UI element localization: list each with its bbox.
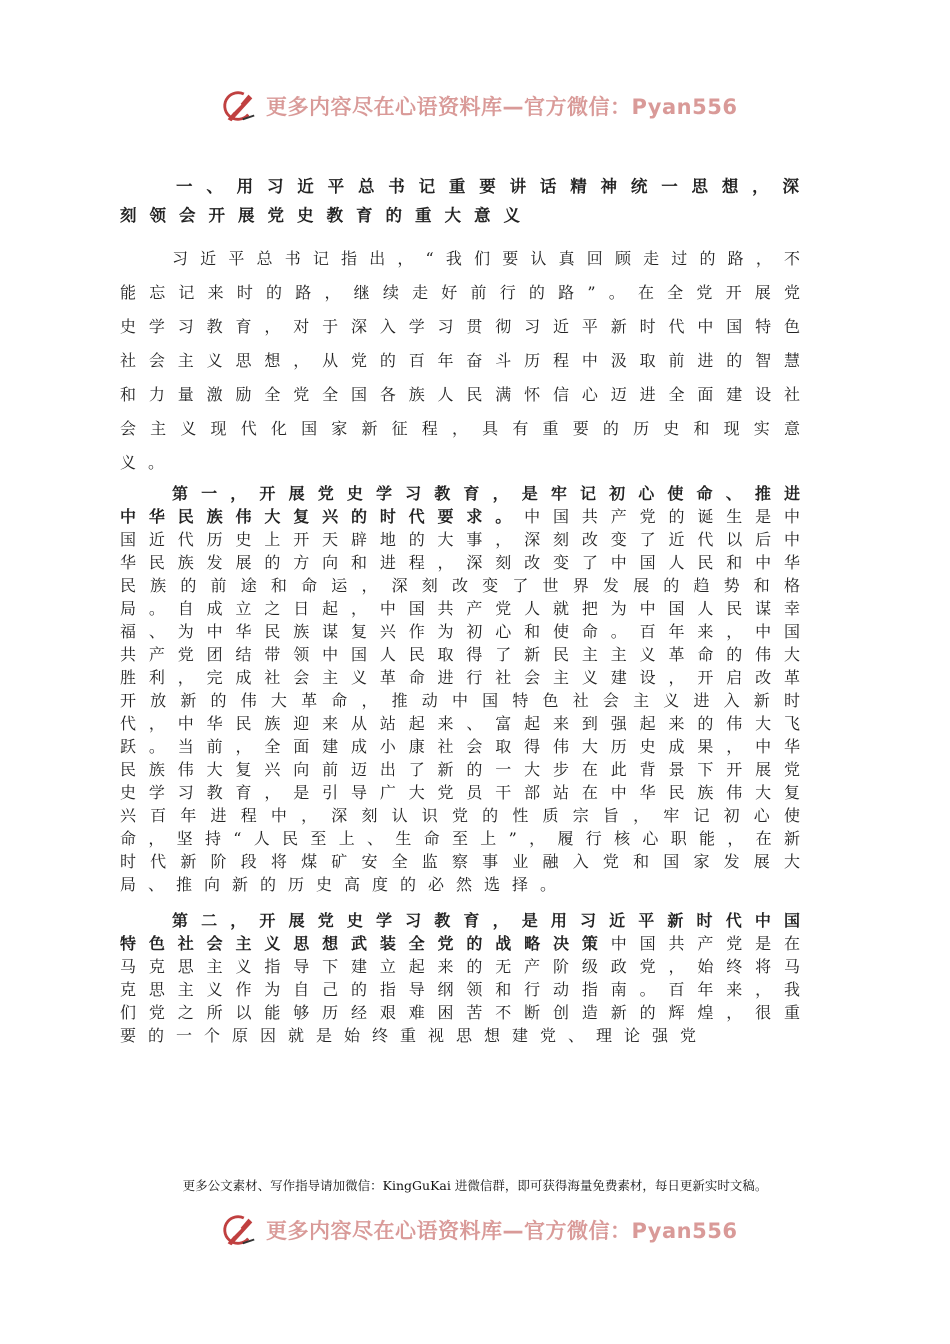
paragraph-second <box>120 909 812 1047</box>
section-heading: 一、用习近平总书记重要讲话精神统一思想，深刻领会开展党史教育的重大意义 <box>120 177 812 225</box>
top-watermark-banner <box>220 84 737 128</box>
paragraph-second-lead: 第二，开展党史学习教育，是用习近平新时代中国特色社会主义思想武装全党的战略决策 <box>120 911 812 953</box>
pen-nib-icon <box>220 1211 258 1249</box>
document-body <box>120 172 812 1162</box>
bottom-watermark-banner <box>220 1208 737 1252</box>
watermark-text: 更多内容尽在心语资料库—官方微信：Pyan556 <box>266 1219 738 1243</box>
pen-nib-icon <box>220 87 258 125</box>
watermark-text: 更多内容尽在心语资料库—官方微信：Pyan556 <box>266 95 738 119</box>
footer-note: 更多公文素材、写作指导请加微信：KingGuKai 进微信群，即可获得海量免费素材，每日更新实时文稿。 <box>182 1178 768 1193</box>
paragraph-first-lead: 第一，开展党史学习教育，是牢记初心使命、推进中华民族伟大复兴的时代要求。 <box>120 484 812 526</box>
paragraph-first-body: 中国共产党的诞生是中国近代历史上开天辟地的大事，深刻改变了近代以后中华民族发展的方向和进程，深刻改变了中国人民和中华民族的前途和命运，深刻改变了世界发展的趋势和格局。自成立之日起，中国共产党人就把为中国人民谋幸福、为中华民族谋复兴作为初心和使命。百年来，中国共产党团结带领中国人民取得了新民主主义革命的伟大胜利，完成社会主义革命进行社会主义建设，开启改革开放新的伟大革命，推动中国特色社会主义进入新时代，中华民族迎来从站起来、富起来到强起来的伟大飞跃。当前，全面建成小康社会取得伟大历史成果，中华民族伟大复兴向前迈出了新的一大步在此背景下开展党史学习教育，是引导广大党员干部站在中华民族伟大复兴百年进程中，深刻认识党的性质宗旨，牢记初心使命，坚持“人民至上、生命至上”，履行核心职能，在新时代新阶段将煤矿安全监察事业融入党和国家发展大局、推向新的历史高度的必然选择。 <box>120 507 812 894</box>
paragraph-intro: 习近平总书记指出，“我们要认真回顾走过的路，不能忘记来时的路，继续走好前行的路”。在全党开展党史学习教育，对于深入学习贯彻习近平新时代中国特色社会主义思想，从党的百年奋斗历程中汲取前进的智慧和力量激励全党全国各族人民满怀信心迈进全面建设社会主义现代化国家新征程，具有重要的历史和现实意义。 <box>120 249 812 472</box>
paragraph-second-body: 中国共产党是在马克思主义指导下建立起来的无产阶级政党，始终将马克思主义作为自己的指导纲领和行动指南。百年来，我们党之所以能够历经艰难困苦不断创造新的辉煌，很重要的一个原因就是始终重视思想建党、理论强党 <box>120 934 812 1045</box>
paragraph-first <box>120 482 812 896</box>
